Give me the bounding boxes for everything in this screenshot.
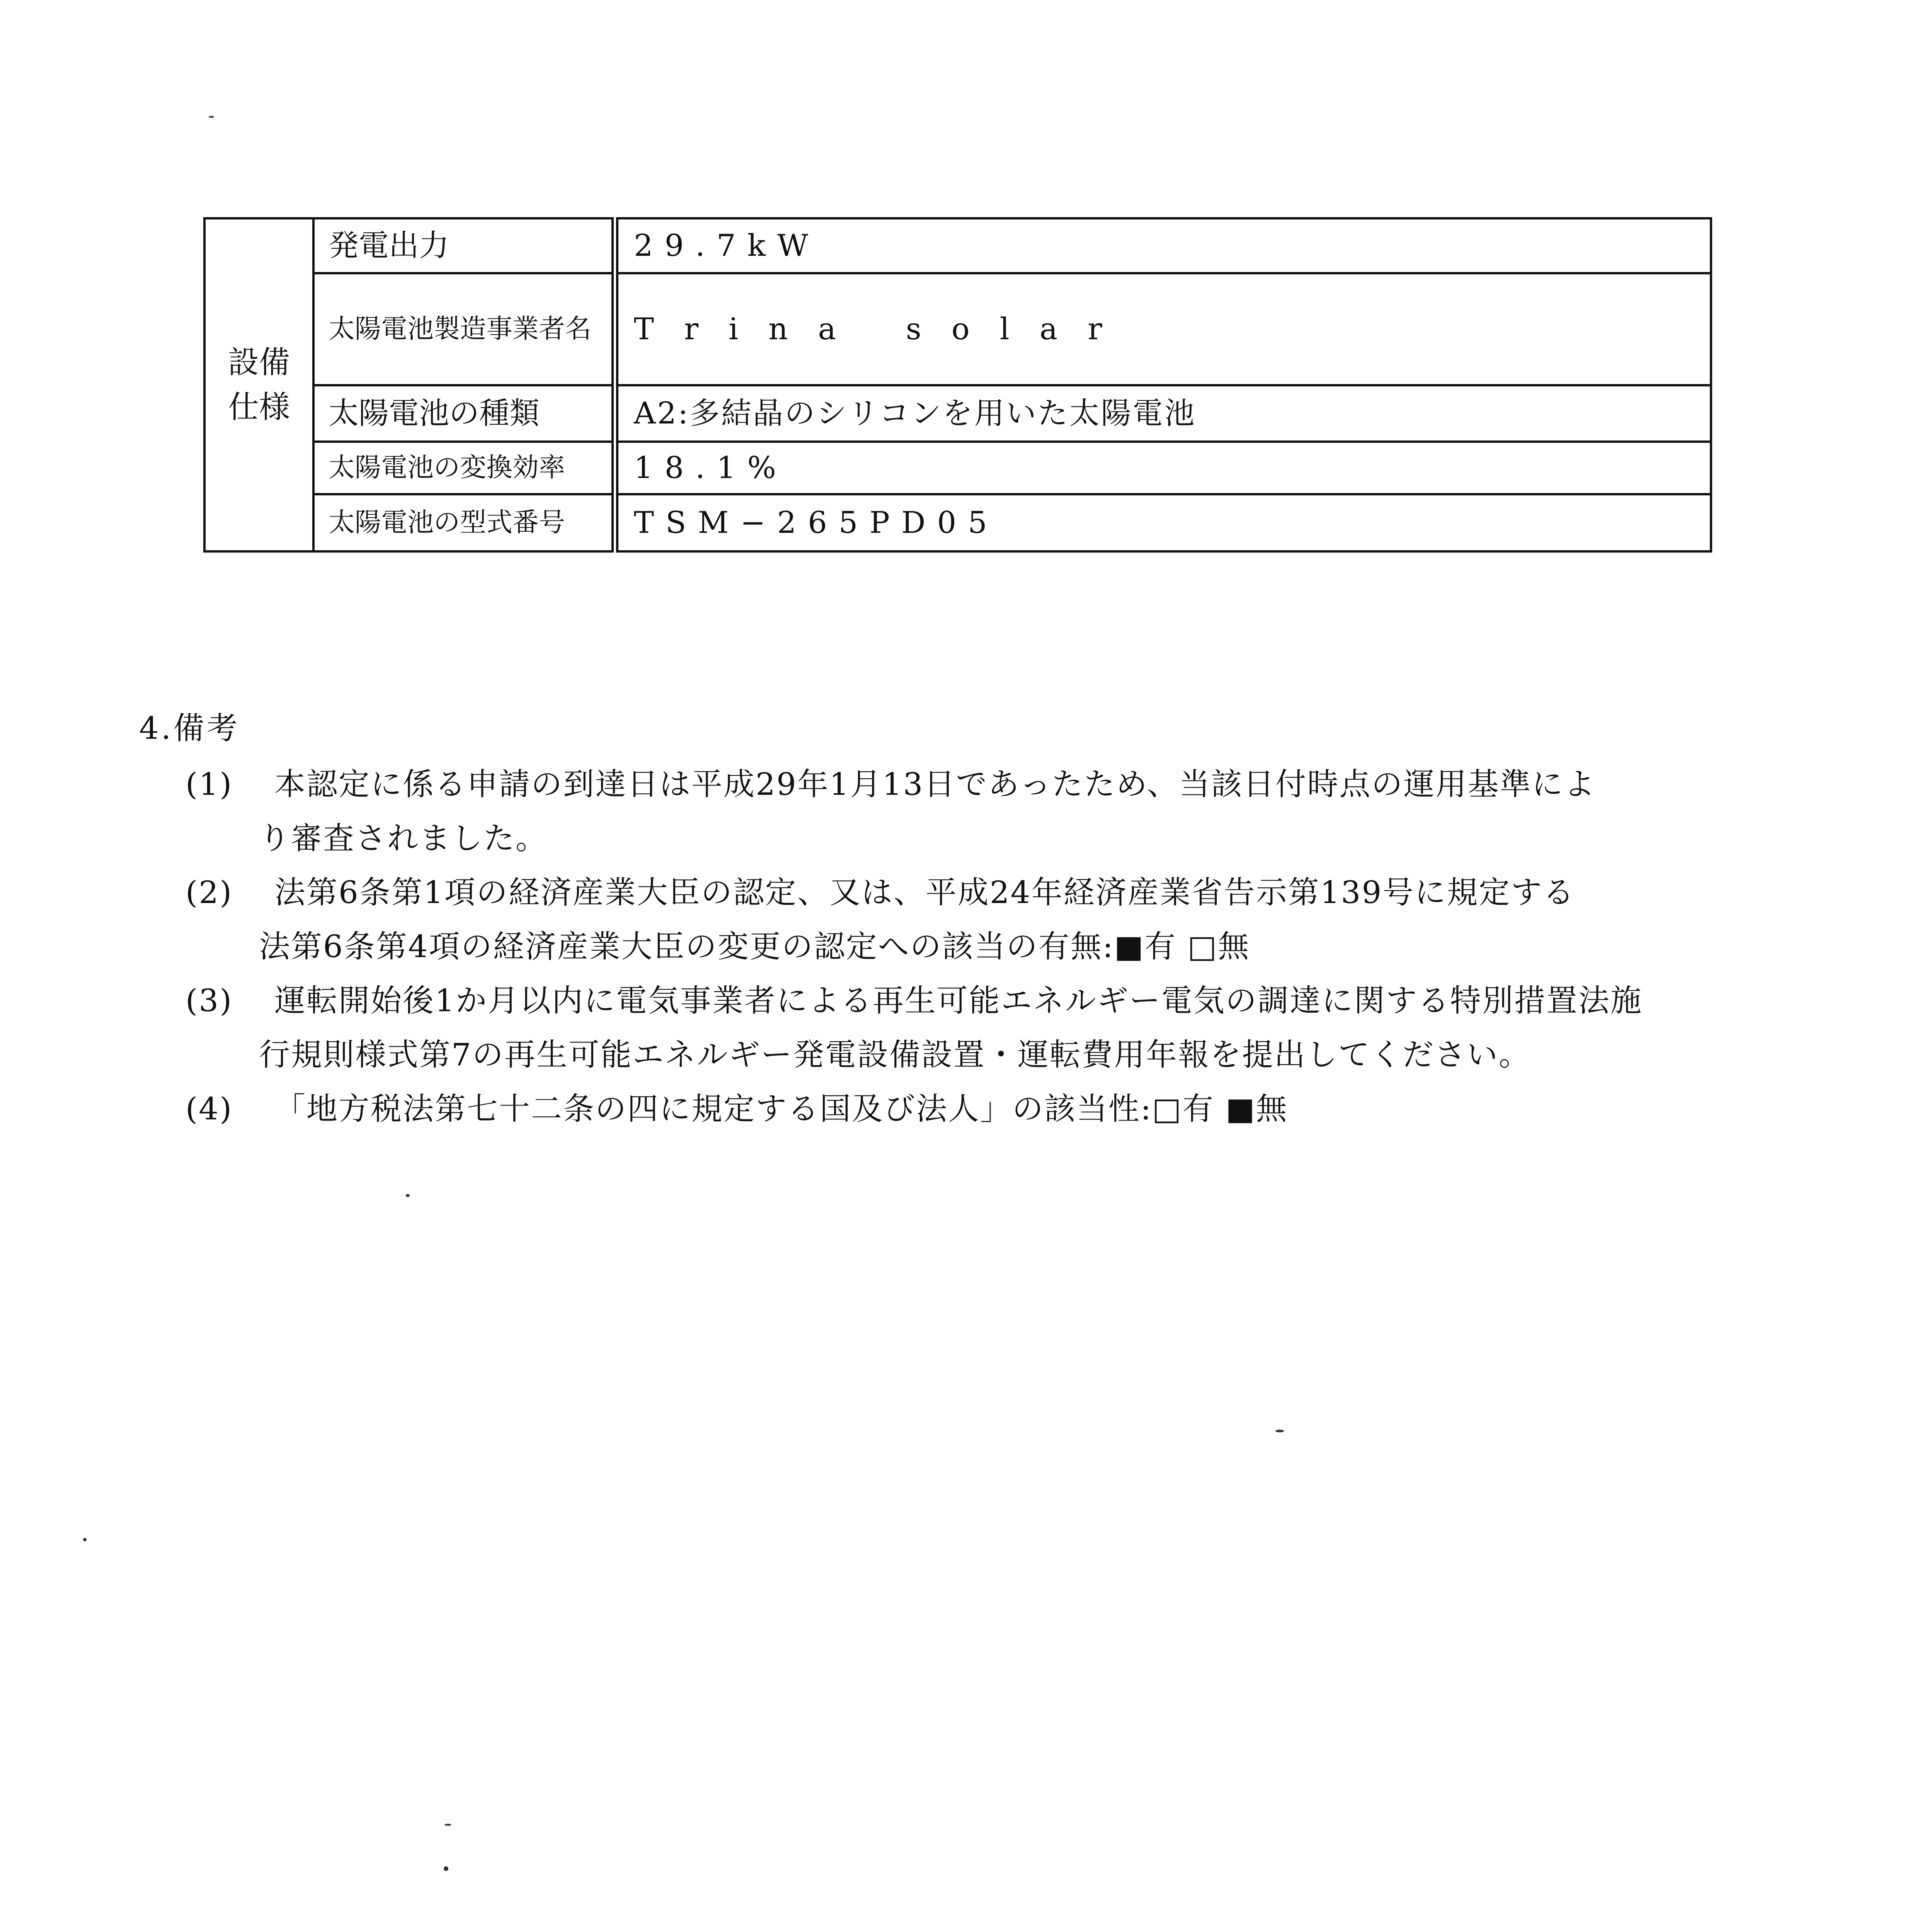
spec-row-efficiency [204, 442, 1711, 494]
remark-line: り審査されました。 [259, 820, 548, 856]
remark-number: (4) [186, 1091, 233, 1127]
spec-row-manufacturer [204, 273, 1711, 385]
remark-number: (3) [186, 983, 233, 1019]
spec-row-cell-type [204, 385, 1711, 442]
spec-label-cell-type: 太陽電池の種類 [313, 385, 615, 442]
spec-label-efficiency: 太陽電池の変換効率 [313, 442, 615, 494]
spec-value-model-number: TSM−265PD05 [615, 494, 1711, 551]
spec-group-label-line-2: 仕様 [228, 389, 290, 425]
remark-item [186, 866, 1731, 974]
remark-line: 法第6条第4項の経済産業大臣の変更の認定への該当の有無:■有 □無 [259, 929, 1250, 964]
remark-line: 行規則様式第7の再生可能エネルギー発電設備設置・運転費用年報を提出してください。 [259, 1037, 1531, 1073]
scan-speck [83, 1538, 87, 1541]
scan-speck [444, 1824, 451, 1826]
remark-line: 本認定に係る申請の到達日は平成29年1月13日であったため、当該日付時点の運用基準によ [274, 766, 1596, 802]
remark-line: 運転開始後1か月以内に電気事業者による再生可能エネルギー電気の調達に関する特別措置法施 [274, 983, 1643, 1019]
remark-line: 法第6条第1項の経済産業大臣の認定、又は、平成24年経済産業省告示第139号に規定する [274, 874, 1575, 910]
remark-number: (1) [186, 766, 233, 802]
remark-item [186, 757, 1731, 866]
spec-value-output: 29.7kW [615, 218, 1711, 273]
remark-line: 「地方税法第七十二条の四に規定する国及び法人」の該当性:□有 ■無 [274, 1091, 1288, 1127]
remark-item [186, 1082, 1731, 1136]
spec-group-label [204, 218, 313, 551]
spec-row-output [204, 218, 1711, 273]
spec-value-manufacturer: Trina solar [615, 273, 1711, 385]
spec-label-manufacturer: 太陽電池製造事業者名 [313, 273, 615, 385]
spec-label-output: 発電出力 [313, 218, 615, 273]
scan-speck [209, 116, 214, 118]
equipment-spec-table [203, 217, 1712, 553]
spec-group-label-line-1: 設備 [228, 344, 290, 380]
scan-speck [406, 1194, 410, 1197]
remarks-heading: 4.備考 [139, 710, 240, 746]
remark-item [186, 974, 1731, 1082]
spec-value-cell-type: A2:多結晶のシリコンを用いた太陽電池 [615, 385, 1711, 442]
spec-value-efficiency: 18.1% [615, 442, 1711, 494]
remark-number: (2) [186, 874, 233, 910]
spec-label-model-number: 太陽電池の型式番号 [313, 494, 615, 551]
spec-row-model-number [204, 494, 1711, 551]
scan-speck [444, 1866, 448, 1871]
scan-speck [1275, 1430, 1284, 1432]
